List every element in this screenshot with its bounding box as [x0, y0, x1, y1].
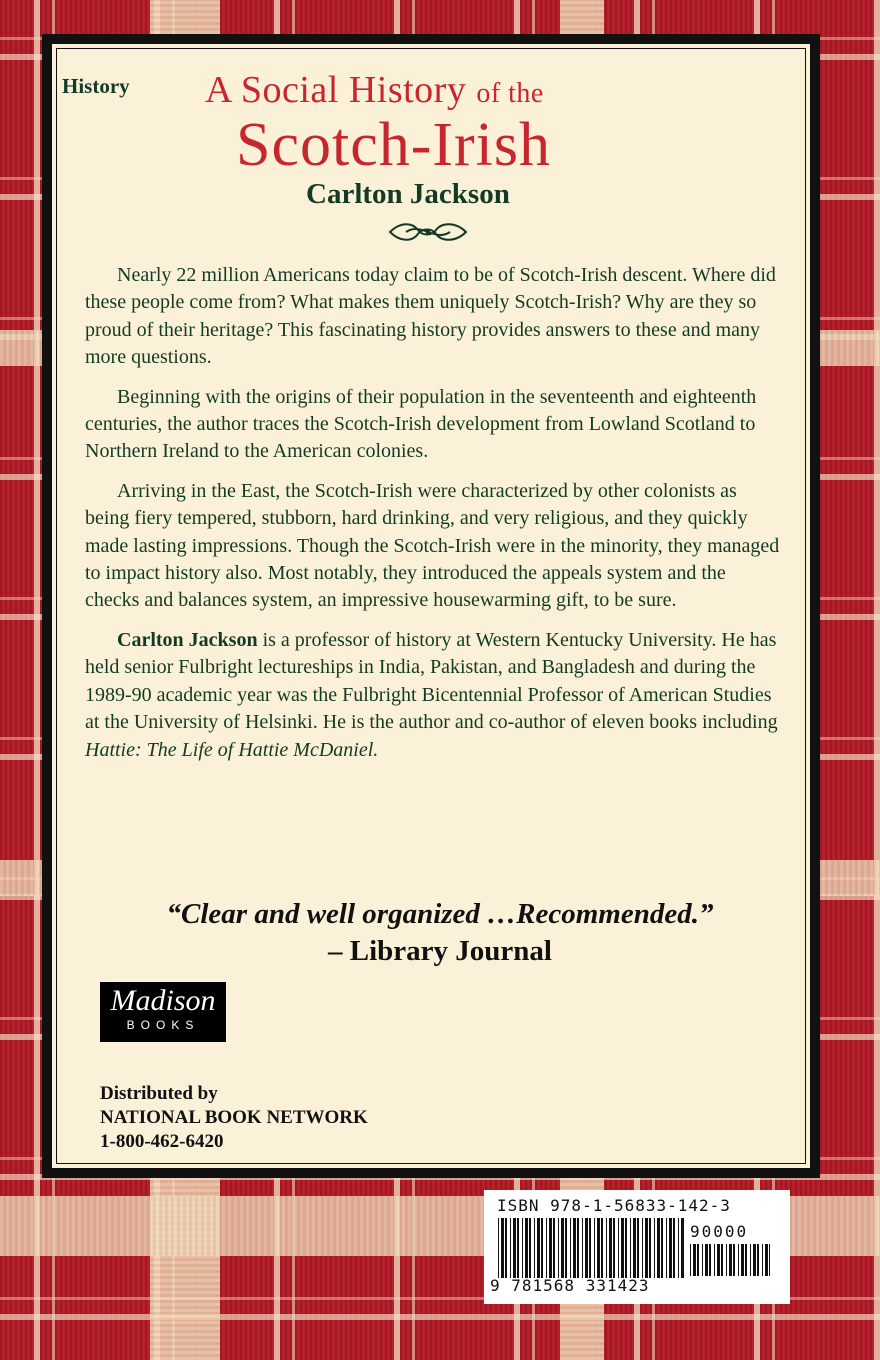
barcode-bar: [529, 1218, 531, 1278]
barcode-bar: [613, 1218, 615, 1278]
barcode-bar: [726, 1244, 727, 1276]
barcode-bar: [541, 1218, 543, 1278]
barcode-bar: [745, 1244, 747, 1276]
category-label: History: [62, 74, 130, 98]
barcode-bar: [654, 1218, 655, 1278]
barcode-bar: [522, 1218, 523, 1278]
barcode-bar: [534, 1218, 535, 1278]
barcode-bar: [637, 1218, 639, 1278]
barcode-bar: [765, 1244, 768, 1276]
barcode-bar: [594, 1218, 595, 1278]
barcode-bar: [570, 1218, 571, 1278]
barcode-bar: [606, 1218, 607, 1278]
barcode-bar: [669, 1218, 672, 1278]
publisher-sub: BOOKS: [126, 1018, 200, 1032]
barcode-bar: [505, 1218, 507, 1278]
barcode-bar: [585, 1218, 588, 1278]
barcode-bar: [649, 1218, 651, 1278]
publisher-name: Madison: [110, 984, 216, 1017]
barcode-bar: [721, 1244, 723, 1276]
barcode-bar: [501, 1218, 504, 1278]
title-small-text: of the: [476, 78, 544, 109]
distributed-by-label: Distributed by: [100, 1083, 218, 1104]
barcode-bar: [601, 1218, 603, 1278]
barcode-bar: [757, 1244, 759, 1276]
blurb-paragraph-3: Arriving in the East, the Scotch-Irish were characterized by other colonists as being fiery tempered, stubborn, hard drinking, and very religious, and they quickly made lasting impressions. Though the Scotch-Irish were in the minority, they managed to impact history also. Most notably, they introduced the appeals system and the checks and balances system, an impressive housewarming gift, to be sure.: [85, 479, 780, 612]
barcode-bar: [717, 1244, 720, 1276]
title-main-text: A Social History: [205, 69, 467, 111]
barcode-bar: [525, 1218, 528, 1278]
barcode-bar: [553, 1218, 555, 1278]
distributor-name: NATIONAL BOOK NETWORK: [100, 1107, 368, 1128]
barcode-bar: [666, 1218, 667, 1278]
barcode-bar: [714, 1244, 715, 1276]
barcode-bar: [582, 1218, 583, 1278]
barcode-bar: [753, 1244, 756, 1276]
distributor-phone: 1-800-462-6420: [100, 1131, 224, 1152]
blurb-paragraph-1: Nearly 22 million Americans today claim to be of Scotch-Irish descent. Where did these people come from? What makes them uniquely Scotch-Irish? Why are they so proud of their heritage? This fascinating history provides answers to these and many more questions.: [85, 264, 776, 369]
ean-barcode-icon: [498, 1218, 684, 1278]
barcode-bar: [729, 1244, 732, 1276]
book-title-line1: [205, 68, 544, 112]
review-quote-text: “Clear and well organized …Recommended.”: [166, 898, 714, 930]
review-source: – Library Journal: [328, 935, 552, 967]
barcode-bar: [625, 1218, 627, 1278]
barcode-bar: [678, 1218, 679, 1278]
barcode-bar: [633, 1218, 636, 1278]
barcode-bar: [621, 1218, 624, 1278]
barcode-bar: [733, 1244, 735, 1276]
barcode-bar: [630, 1218, 631, 1278]
barcode-bar: [537, 1218, 540, 1278]
barcode-bar: [705, 1244, 708, 1276]
barcode-bar: [738, 1244, 739, 1276]
bio-text: is a professor of history at Western Kentucky University. He has held senior Fulbright lectureships in India, Pakistan, and Bangladesh and during the 1989-90 academic year was the Fulbright Bicentennial Professor of American Studies at the University of Helsinki. He is the author and co-author of eleven books including: [85, 628, 778, 734]
ean-digits: 9 781568 331423: [490, 1276, 650, 1295]
price-barcode-icon: [690, 1244, 770, 1276]
distribution-info: [100, 1082, 368, 1154]
barcode-bar: [558, 1218, 559, 1278]
barcode-bar: [573, 1218, 576, 1278]
barcode-bar: [645, 1218, 648, 1278]
barcode-bar: [642, 1218, 643, 1278]
barcode-bar: [690, 1244, 691, 1276]
barcode-bar: [589, 1218, 591, 1278]
barcode-bar: [673, 1218, 675, 1278]
barcode-bar: [702, 1244, 703, 1276]
barcode-bar: [681, 1218, 684, 1278]
barcode-bar: [618, 1218, 619, 1278]
flourish-ornament-icon: [386, 218, 470, 246]
price-code: 90000: [690, 1222, 749, 1241]
barcode-bar: [546, 1218, 547, 1278]
barcode-bar: [609, 1218, 612, 1278]
barcode-bar: [697, 1244, 699, 1276]
barcode-bar: [565, 1218, 567, 1278]
barcode-bar: [513, 1218, 516, 1278]
barcode-bar: [549, 1218, 552, 1278]
barcode-bar: [577, 1218, 579, 1278]
bio-author-name: Carlton Jackson: [117, 628, 258, 651]
barcode-bar: [597, 1218, 600, 1278]
barcode-bar: [561, 1218, 564, 1278]
barcode-bar: [762, 1244, 763, 1276]
blurb-paragraph-2: Beginning with the origins of their population in the seventeenth and eighteenth centuries, the author traces the Scotch-Irish development from Lowland Scotland to Northern Ireland to the American colonies.: [85, 385, 757, 463]
publisher-logo: [100, 982, 226, 1042]
barcode-bar: [661, 1218, 663, 1278]
author-bio: [85, 627, 785, 764]
barcode-bar: [750, 1244, 751, 1276]
barcode-bar: [709, 1244, 711, 1276]
barcode-bar: [657, 1218, 660, 1278]
review-quote: [0, 898, 880, 968]
barcode-bar: [517, 1218, 519, 1278]
barcode-bar: [498, 1218, 499, 1278]
blurb-text: [85, 262, 785, 776]
isbn-text: ISBN 978-1-56833-142-3: [497, 1196, 731, 1215]
barcode-bar: [510, 1218, 511, 1278]
barcode-bar: [769, 1244, 770, 1276]
author-name: Carlton Jackson: [306, 178, 510, 210]
bio-book-title: Hattie: The Life of Hattie McDaniel.: [85, 738, 379, 761]
barcode-bar: [741, 1244, 744, 1276]
book-title-line2: Scotch-Irish: [236, 111, 552, 179]
barcode-bar: [693, 1244, 696, 1276]
